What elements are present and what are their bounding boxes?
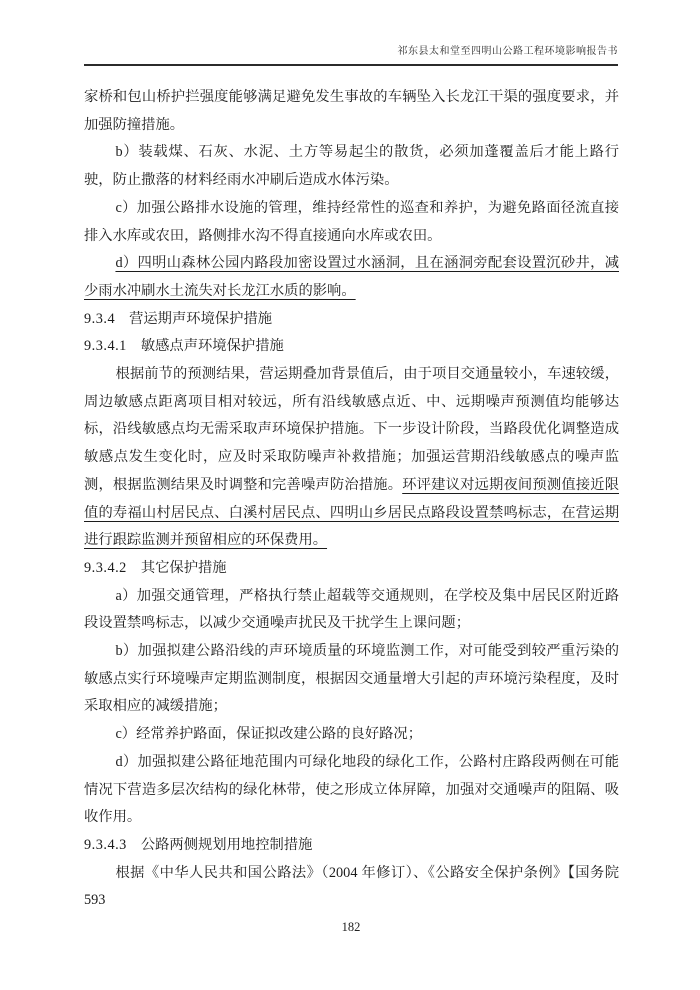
- header-divider: [84, 64, 618, 66]
- paragraph-text: c）加强公路排水设施的管理，维持经常性的巡查和养护，为避免路面径流直接排入水库或农田，路侧排水沟不得直接通向水库或农田。: [84, 199, 619, 244]
- paragraph-text: 根据《中华人民共和国公路法》（2004 年修订）、《公路安全保护条例》【国务院 593: [84, 864, 619, 909]
- section-title: 敏感点声环境保护措施: [140, 338, 284, 355]
- page-footer: [84, 920, 618, 935]
- paragraph-text: 根据前节的预测结果，营运期叠加背景值后，由于项目交通量较小，车速较缓，周边敏感点距离项目相对较远，所有沿线敏感点近、中、远期噪声预测值均能够达标，沿线敏感点均无需采取声环境保护措施。下一步设计阶段，当路段优化调整造成敏感点发生变化时，应及时采取防噪声补救措施；加强运营期沿线敏感点的噪声监测，根据监测结果及时调整和完善噪声防治措施。: [84, 366, 619, 493]
- section-title: 公路两侧规划用地控制措施: [140, 836, 313, 853]
- section-title: 营运期声环境保护措施: [129, 310, 273, 327]
- section-number: 9.3.4.3: [84, 836, 127, 853]
- paragraph-item-c-maintenance: [84, 721, 619, 749]
- header-title: 祁东县太和堂至四明山公路工程环境影响报告书: [397, 46, 618, 57]
- paragraph-legal-basis: [84, 860, 619, 915]
- paragraph-item-d-culvert: [84, 250, 619, 305]
- section-number: 9.3.4.1: [84, 338, 127, 355]
- underlined-paragraph-text: 环评建议对远期夜间预测值接近限值的寿福山村居民点、白溪村居民点、四明山乡居民点路段设置禁鸣标志，在营运期进行跟踪监测并预留相应的环保费用。: [84, 476, 620, 549]
- paragraph-item-a-traffic: [84, 583, 619, 638]
- paragraph-text: b）装载煤、石灰、水泥、土方等易起尘的散货，必须加蓬覆盖后才能上路行驶，防止撒落的材料经雨水冲刷后造成水体污染。: [84, 144, 619, 189]
- paragraph-item-d-greening: [84, 749, 619, 832]
- paragraph-item-b-dust: [84, 139, 619, 194]
- paragraph-text: b）加强拟建公路沿线的声环境质量的环境监测工作，对可能受到较严重污染的敏感点实行环境噪声定期监测制度，根据因交通量增大引起的声环境污染程度，及时采取相应的减缓措施；: [84, 643, 619, 715]
- document-body: [84, 84, 619, 915]
- section-heading-9-3-4-2: [84, 555, 619, 583]
- paragraph-noise-prediction: [84, 361, 619, 555]
- paragraph-text: a）加强交通管理，严格执行禁止超载等交通规则，在学校及集中居民区附近路段设置禁鸣标志，以减少交通噪声扰民及干扰学生上课问题；: [84, 587, 619, 632]
- page-number: 182: [341, 920, 361, 934]
- paragraph-text: c）经常养护路面，保证拟改建公路的良好路况；: [115, 726, 423, 743]
- section-number: 9.3.4.2: [84, 559, 127, 576]
- section-heading-9-3-4-3: [84, 832, 619, 860]
- paragraph-bridge-protection: [84, 84, 619, 139]
- paragraph-item-b-monitoring: [84, 638, 619, 721]
- paragraph-item-c-drainage: [84, 195, 619, 250]
- paragraph-text: 家桥和包山桥护拦强度能够满足避免发生事故的车辆坠入长龙江干渠的强度要求，并加强防撞措施。: [84, 89, 619, 133]
- section-title: 其它保护措施: [140, 559, 227, 576]
- section-heading-9-3-4-1: [84, 333, 619, 361]
- paragraph-text: d）加强拟建公路征地范围内可绿化地段的绿化工作，公路村庄路段两侧在可能情况下营造多层次结构的绿化林带，使之形成立体屏障，加强对交通噪声的阻隔、吸收作用。: [84, 753, 619, 826]
- page-header: [84, 46, 618, 58]
- section-heading-9-3-4: [84, 306, 619, 334]
- section-number: 9.3.4: [84, 310, 116, 327]
- underlined-paragraph-text: d）四明山森林公园内路段加密设置过水涵洞，且在涵洞旁配套设置沉砂井，减少雨水冲刷水土流失对长龙江水质的影响。: [84, 255, 619, 299]
